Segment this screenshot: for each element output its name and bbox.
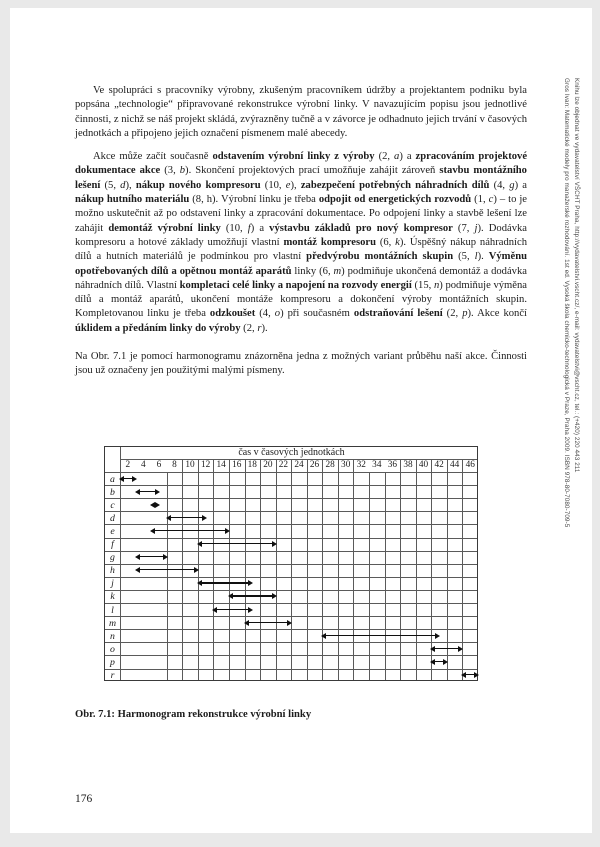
bar-shaft — [216, 609, 249, 610]
gantt-row-label: c — [110, 499, 115, 511]
gantt-gridline-v — [338, 459, 339, 680]
paragraph: Na Obr. 7.1 je pomocí harmonogramu znázorněna jedna z možných variant průběhu naší akce. Činnosti jsou už označeny jen použitými malými písmeny. — [75, 351, 527, 377]
bar-arrowhead-right — [248, 607, 253, 613]
bar-arrowhead-right — [202, 515, 207, 521]
bar-shaft — [170, 517, 203, 518]
bar-shaft — [201, 582, 249, 583]
gantt-row-label: g — [110, 552, 115, 564]
gantt-bar-m — [245, 619, 292, 627]
bar-arrowhead-left — [197, 580, 202, 586]
gantt-tick-label: 30 — [341, 460, 351, 470]
bar-arrowhead-left — [135, 554, 140, 560]
gantt-bar-e — [151, 527, 229, 535]
bar-arrowhead-left — [228, 593, 233, 599]
body-text-column — [75, 84, 527, 388]
figure-caption: Obr. 7.1: Harmonogram rekonstrukce výrobní linky — [75, 709, 312, 720]
bar-arrowhead-right — [163, 554, 168, 560]
gantt-tick-label: 38 — [403, 460, 413, 470]
gantt-harmonogram — [104, 446, 478, 681]
gantt-row-label: k — [110, 591, 115, 603]
gantt-bar-d — [167, 514, 206, 522]
gantt-tick-label: 22 — [278, 460, 289, 470]
gantt-gridline-v — [260, 459, 261, 680]
gantt-axis-title: čas v časových jednotkách — [238, 447, 345, 458]
bar-shaft — [139, 491, 156, 492]
gantt-bar-o — [431, 645, 462, 653]
page-number: 176 — [75, 793, 93, 805]
bar-arrowhead-right — [287, 620, 292, 626]
gantt-row-label: b — [110, 486, 115, 498]
bar-arrowhead-right — [474, 672, 479, 678]
bar-arrowhead-left — [430, 646, 435, 652]
bar-arrowhead-right — [458, 646, 463, 652]
bar-shaft — [434, 648, 459, 649]
bar-arrowhead-right — [272, 541, 277, 547]
page-edge-bottom — [0, 833, 600, 847]
gantt-gridline-v — [416, 459, 417, 680]
gantt-tick-label: 46 — [465, 460, 475, 470]
gantt-bar-p — [431, 658, 447, 666]
bar-arrowhead-right — [155, 502, 160, 508]
gantt-row-label: a — [110, 473, 115, 485]
gantt-gridline-v — [322, 459, 323, 680]
gantt-tick-label: 10 — [185, 460, 195, 470]
bar-shaft — [248, 622, 289, 623]
bar-shaft — [201, 543, 273, 544]
gantt-tick-label: 2 — [125, 460, 131, 470]
gantt-row-label: e — [110, 525, 115, 537]
gantt-row-label: r — [110, 670, 115, 681]
gantt-tick-label: 42 — [434, 460, 444, 470]
gantt-row-label: j — [111, 578, 114, 590]
bar-shaft — [154, 530, 226, 531]
bar-arrowhead-left — [135, 567, 140, 573]
bar-shaft — [139, 569, 195, 570]
bar-arrowhead-left — [119, 476, 124, 482]
paragraph: Ve spolupráci s pracovníky výrobny, zkušeným pracovníkem údržby a projektantem podniku byla popsána „technologie“ připravované rekonstrukce výrobní linky. V navazujícím popisu jsou jednotlivé činnosti, z nichž se náš projekt skládá, zvýrazněny tučně a v závorce je odhadnuto jejich trvání v časových jednotkách a připojeno jejich označení písmenem malé abecedy. — [75, 85, 527, 139]
gantt-tick-label: 14 — [216, 460, 226, 470]
gantt-row-label: p — [110, 656, 115, 668]
gantt-tick-label: 8 — [172, 460, 177, 470]
gantt-bar-c — [151, 501, 159, 509]
gantt-bar-r — [462, 671, 478, 679]
gantt-tick-label: 20 — [263, 460, 273, 470]
gantt-bar-a — [120, 475, 136, 483]
bar-arrowhead-right — [443, 659, 448, 665]
gantt-bar-n — [322, 632, 439, 640]
gantt-tick-label: 24 — [294, 460, 304, 470]
gantt-gridline-v — [213, 459, 214, 680]
bar-arrowhead-right — [435, 633, 440, 639]
bar-arrowhead-left — [461, 672, 466, 678]
bar-shaft — [139, 556, 164, 557]
bar-arrowhead-left — [244, 620, 249, 626]
gantt-gridline-v — [353, 459, 354, 680]
bar-shaft — [325, 635, 436, 636]
gantt-bar-l — [213, 606, 252, 614]
gantt-tick-label: 12 — [200, 460, 211, 470]
bar-arrowhead-left — [212, 607, 217, 613]
gantt-tick-label: 34 — [372, 460, 382, 470]
gantt-row-label: h — [110, 565, 115, 577]
gantt-gridline-v — [229, 459, 230, 680]
bar-arrowhead-left — [135, 489, 140, 495]
gantt-tick-label: 40 — [418, 460, 429, 470]
bar-arrowhead-left — [430, 659, 435, 665]
gantt-row-label: f — [111, 539, 114, 550]
gantt-gridline-v — [276, 459, 277, 680]
gantt-bar-j — [198, 579, 252, 587]
gantt-gridline-v — [400, 459, 401, 680]
gantt-row-label: n — [110, 630, 115, 642]
gantt-tick-label: 44 — [450, 460, 460, 470]
gantt-row-label: l — [111, 604, 114, 616]
gantt-tick-label: 4 — [141, 460, 146, 470]
gantt-tick-label: 32 — [356, 460, 366, 470]
gantt-bar-f — [198, 540, 276, 548]
gantt-bar-g — [136, 553, 167, 561]
gantt-tick-label: 28 — [325, 460, 335, 470]
bar-arrowhead-left — [197, 541, 202, 547]
gantt-tick-label: 26 — [309, 460, 320, 470]
paragraph: Akce může začít současně odstavením výrobní linky z výroby (2, a) a zpracováním projektové dokumentace akce (3, b). Skončení projektových prací umožňuje zahájit zároveň stavbu montážního lešení (5, d), nákup nového kompresoru (10, e), zabezpečení potřebných náhradních dílů (4, g) a nákup hutního materiálu (8, h). Výrobní linku je třeba odpojit od energetických rozvodů (1, c) – to je možno uskutečnit až po odstavení linky a zpracování dokumentace. Po odpojení linky a stavbě lešení lze zahájit demontáž výrobní linky (10, f) a výstavbu základů pro nový kompresor (7, j). Dodávka kompresoru a hotové základy umožňují vlastní montáž kompresoru (6, k). Úspěšný nákup náhradních dílů a hutních materiálů je podmínkou pro vlastní předvýrobu montážních skupin (5, l). Výměnu opotřebovaných dílů a opětnou montáž aparátů linky (6, m) podmiňuje ukončená demontáž a dodávka náhradních dílů. Vlastní kompletaci celé linky a napojení na rozvody energií (15, n) podmiňuje výměna dílů a montáž aparátů, ukončení montáže kompresoru a dokončení výroby montážních skupin. Kompletovanou linku je třeba odzkoušet (4, o) při současném odstraňování lešení (2, p). Akce končí úklidem a předáním linky do výroby (2, r). — [75, 151, 528, 334]
page-edge-top — [0, 0, 600, 8]
gantt-gridline-v — [369, 472, 370, 680]
gantt-gridline-v — [245, 459, 246, 680]
gantt-row-label: m — [108, 617, 117, 629]
bar-arrowhead-right — [194, 567, 199, 573]
gantt-gridline-v — [167, 472, 168, 680]
bar-arrowhead-right — [132, 476, 137, 482]
gantt-bar-b — [136, 488, 159, 496]
bar-arrowhead-left — [321, 633, 326, 639]
bar-arrowhead-right — [272, 593, 277, 599]
gantt-tick-label: 16 — [232, 460, 242, 470]
citation-line-2: Knihu lze objednat ve vydavatelství VŠCHT Praha, http://vydavatelstvi.vscht.cz/, e-mail: vydavatelstvi@vscht.cz, tel.: (+420) 220 443 211 — [573, 78, 580, 473]
gantt-gridline-v — [307, 459, 308, 680]
bar-arrowhead-right — [225, 528, 230, 534]
gantt-tick-label: 6 — [156, 460, 162, 470]
page-edge-right — [592, 0, 600, 847]
sidebar-citation — [561, 78, 581, 678]
citation-line-1: Gros Ivan: Matematické modely pro manažerské rozhodování. 1st ed. Vysoká škola chemicko-technologická v Praze, Praha 2009. ISBN 978-80-7080-709-5 — [563, 78, 570, 528]
bar-arrowhead-left — [150, 528, 155, 534]
gantt-gridline-v — [291, 459, 292, 680]
bar-arrowhead-right — [155, 489, 160, 495]
bar-shaft — [232, 595, 273, 596]
gantt-row-label: o — [110, 643, 115, 655]
gantt-row-label: d — [110, 512, 115, 524]
gantt-tick-label: 36 — [387, 460, 398, 470]
page-edge-left — [0, 0, 10, 847]
gantt-bar-h — [136, 566, 198, 574]
bar-arrowhead-left — [166, 515, 171, 521]
gantt-bar-k — [229, 592, 276, 600]
gantt-gridline-h — [120, 459, 477, 460]
gantt-gridline-v — [385, 472, 386, 680]
gantt-tick-label: 18 — [247, 460, 257, 470]
bar-arrowhead-right — [248, 580, 253, 586]
